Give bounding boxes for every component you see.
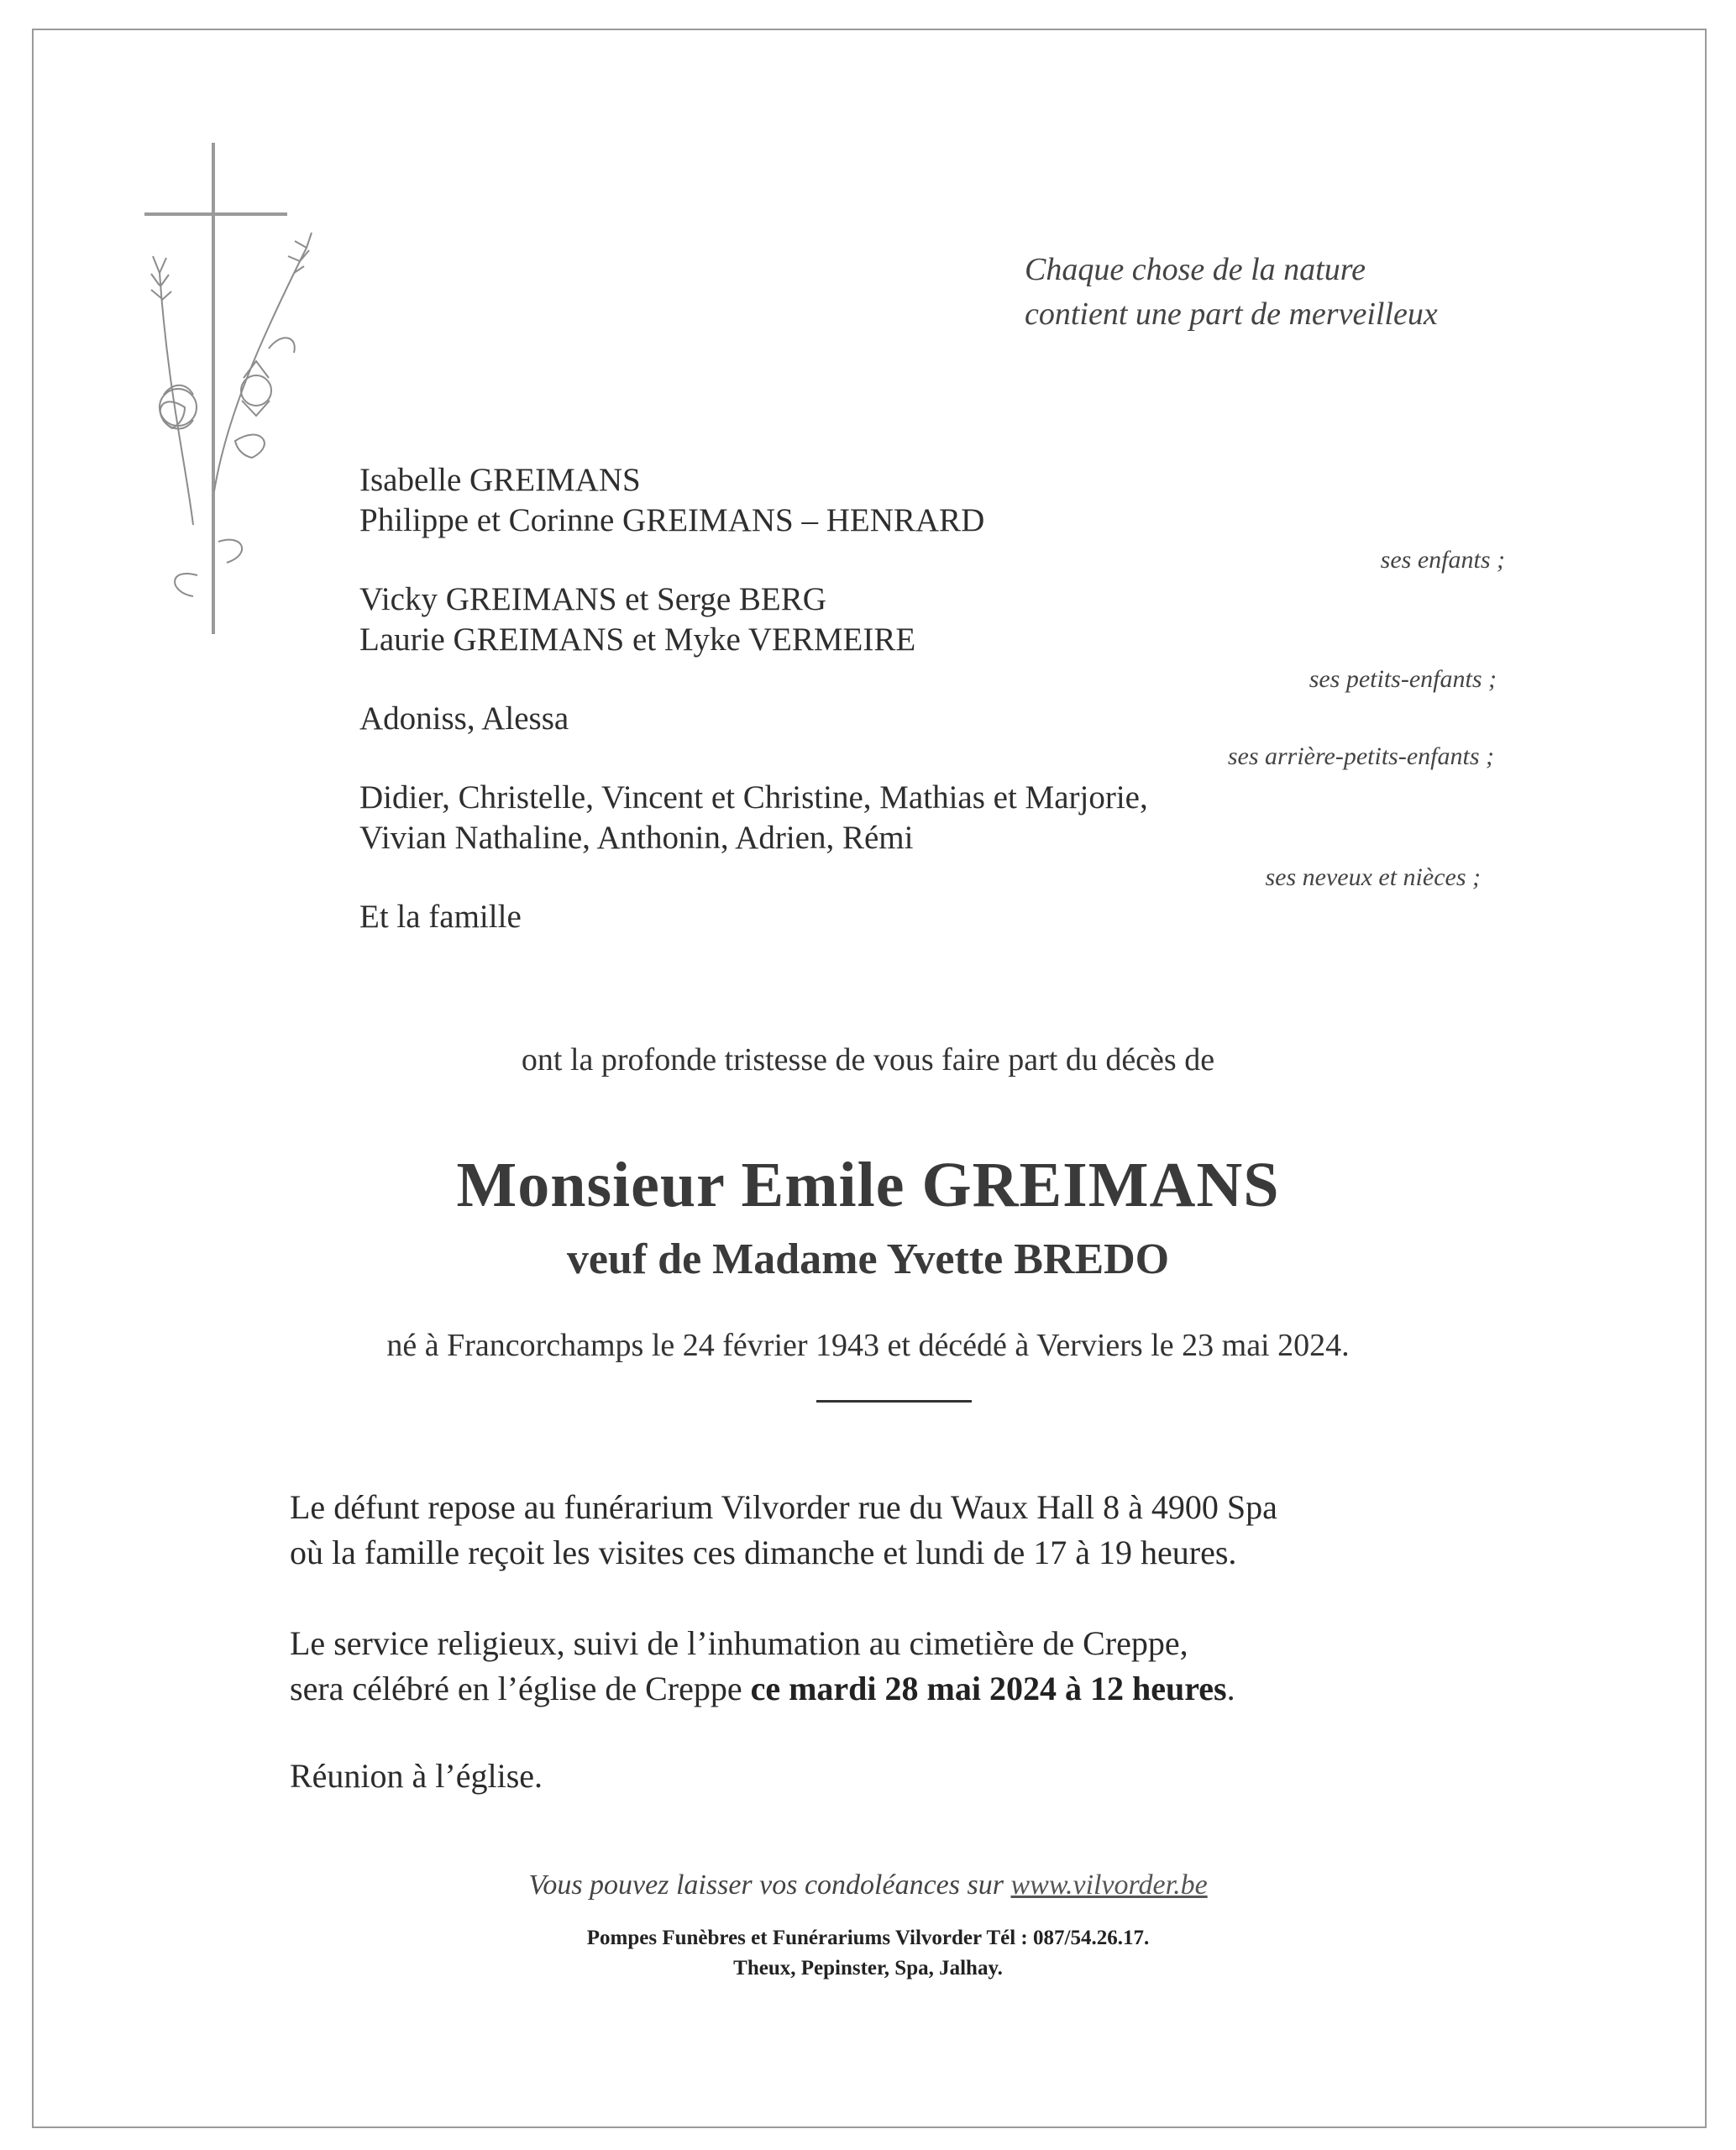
service-line-2 (290, 1666, 1235, 1712)
condolences-text: Vous pouvez laisser vos condoléances sur (528, 1869, 1011, 1901)
announcement: ont la profonde tristesse de vous faire part du décès de (521, 1042, 1215, 1078)
widower-of: veuf de Madame Yvette BREDO (566, 1235, 1170, 1283)
cross-flower-icon (134, 139, 328, 642)
family-grandchild-2: Laurie GREIMANS et Myke VERMEIRE (359, 621, 916, 658)
condolences-link[interactable]: www.vilvorder.be (1010, 1869, 1208, 1901)
service-line-2-text: sera célébré en l’église de Creppe (290, 1670, 751, 1707)
family-nephew-1: Didier, Christelle, Vincent et Christine, Mathias et Marjorie, (359, 779, 1148, 815)
family-child-1: Isabelle GREIMANS (359, 462, 641, 498)
family-line: Et la famille (359, 899, 522, 935)
epigraph (1025, 248, 1438, 337)
relation-grandchildren: ses petits-enfants ; (1309, 665, 1497, 693)
service-line-2-end: . (1226, 1670, 1235, 1707)
family-great-grandchildren: Adoniss, Alessa (359, 700, 569, 737)
relation-great-grandchildren: ses arrière-petits-enfants ; (1227, 742, 1494, 770)
epigraph-line-2: contient une part de merveilleux (1025, 296, 1438, 332)
relation-children: ses enfants ; (1380, 546, 1505, 574)
visitation-line-1: Le défunt repose au funérarium Vilvorder rue du Waux Hall 8 à 4900 Spa (290, 1488, 1277, 1526)
epigraph-line-1: Chaque chose de la nature (1025, 252, 1366, 287)
family-grandchild-1: Vicky GREIMANS et Serge BERG (359, 581, 826, 617)
gathering-note: Réunion à l’église. (290, 1757, 543, 1795)
service-line-1: Le service religieux, suivi de l’inhumation au cimetière de Creppe, (290, 1624, 1188, 1662)
deceased-name: Monsieur Emile GREIMANS (456, 1150, 1280, 1220)
separator-rule (816, 1400, 972, 1403)
visitation-line-2: où la famille reçoit les visites ces dimanche et lundi de 17 à 19 heures. (290, 1534, 1237, 1571)
service-date-time: ce mardi 28 mai 2024 à 12 heures (750, 1670, 1227, 1707)
relation-nephews: ses neveux et nièces ; (1265, 863, 1481, 891)
footer-line-1: Pompes Funèbres et Funérariums Vilvorder Tél : 087/54.26.17. (586, 1927, 1150, 1949)
birth-death-dates: né à Francorchamps le 24 février 1943 et décédé à Verviers le 23 mai 2024. (386, 1328, 1350, 1363)
footer-line-2: Theux, Pepinster, Spa, Jalhay. (733, 1957, 1003, 1980)
family-child-2: Philippe et Corinne GREIMANS – HENRARD (359, 502, 985, 538)
condolences-note (0, 1869, 1736, 1901)
family-nephew-2: Vivian Nathaline, Anthonin, Adrien, Rémi (359, 820, 914, 856)
